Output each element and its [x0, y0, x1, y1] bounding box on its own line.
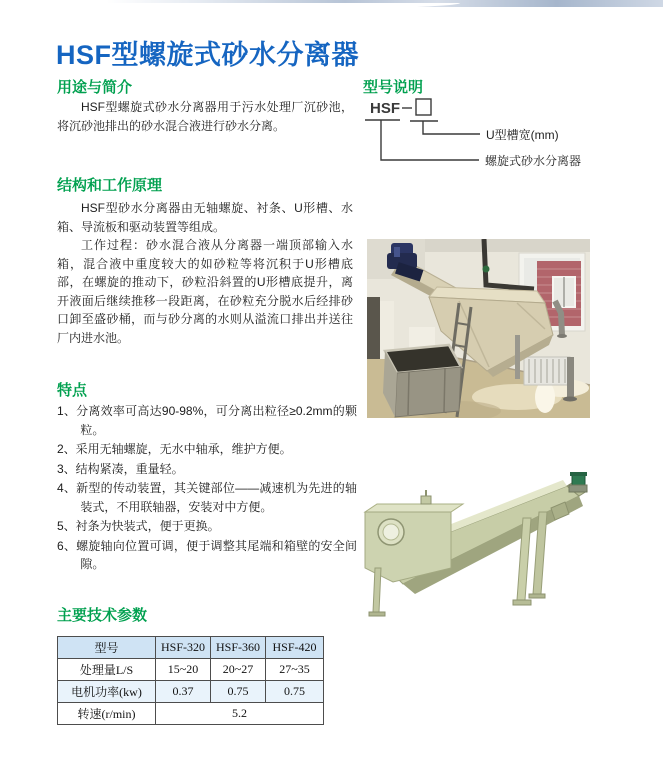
cell: 0.37: [156, 681, 211, 703]
table-header-cell: 型号: [58, 637, 156, 659]
render-motor: [569, 472, 587, 492]
usage-heading: 用途与简介: [57, 79, 133, 96]
structure-heading: 结构和工作原理: [57, 177, 163, 194]
table-row: [58, 659, 324, 681]
table-header-cell: HSF-420: [266, 637, 324, 659]
row-label: 转速(r/min): [58, 703, 156, 725]
page-title: HSF型螺旋式砂水分离器: [56, 40, 359, 70]
feature-item: 4、新型的传动装置，其关键部位——减速机为先进的轴装式，不用联轴器，安装对中方便。: [57, 481, 357, 514]
model-number-diagram: [362, 96, 612, 176]
feature-item: 2、采用无轴螺旋，无水中轴承，维护方便。: [57, 442, 292, 456]
photo-radiator: [524, 357, 570, 385]
model-box-label: U型槽宽(mm): [486, 128, 559, 142]
top-band-wave: [0, 3, 460, 9]
cell: 20~27: [211, 659, 266, 681]
model-heading: 型号说明: [363, 79, 424, 96]
feature-item: 1、分离效率可高达90-98%，可分离出粒径≥0.2mm的颗粒。: [57, 404, 357, 437]
top-decorative-band: [0, 0, 663, 7]
model-prefix: HSF: [370, 100, 400, 117]
specs-heading: 主要技术参数: [57, 607, 148, 624]
table-row: [58, 703, 324, 725]
features-heading: 特点: [57, 382, 88, 399]
cell: 15~20: [156, 659, 211, 681]
row-label: 处理量L/S: [58, 659, 156, 681]
cell: 0.75: [266, 681, 324, 703]
table-row: [58, 681, 324, 703]
feature-item: 3、结构紧凑，重量轻。: [57, 461, 184, 476]
specs-table: [57, 636, 324, 725]
structure-text-1: HSF型砂水分离器由无轴螺旋、衬条、U形槽、水箱、导流板和驱动装置等组成。: [57, 201, 353, 234]
product-render: [363, 472, 603, 622]
structure-paragraphs: [57, 199, 353, 347]
cell: 27~35: [266, 659, 324, 681]
usage-paragraph: [57, 98, 353, 135]
feature-item: 5、衬条为快装式，便于更换。: [57, 519, 220, 533]
photo-sand-hopper: [383, 345, 461, 417]
features-list: [57, 402, 357, 575]
photo-doorway: [367, 297, 380, 359]
feature-item: 6、螺旋轴向位置可调，便于调整其尾端和箱壁的安全间隙。: [57, 538, 357, 571]
table-header-cell: HSF-320: [156, 637, 211, 659]
cell: 5.2: [156, 703, 324, 725]
usage-text: HSF型螺旋式砂水分离器用于污水处理厂沉砂池，将沉砂池排出的砂水混合液进行砂水分离。: [57, 100, 353, 133]
structure-text-2: 工作过程：砂水混合液从分离器一端顶部输入水箱，混合液中重度较大的如砂粒等将沉积于U形槽底部，在螺旋的推动下，砂粒沿斜置的U形槽底提升，离开液面后继续推移一段距离，在砂粒充分脱水后经排砂口卸至盛砂桶，而与砂分离的水则从溢流口排出并送往厂内进水池。: [57, 238, 353, 345]
render-tank: [365, 490, 463, 616]
installation-photo: [367, 239, 590, 418]
photo-valve: [483, 266, 490, 273]
table-header-row: [58, 637, 324, 659]
row-label: 电机功率(kw): [58, 681, 156, 703]
table-header-cell: HSF-360: [211, 637, 266, 659]
cell: 0.75: [211, 681, 266, 703]
model-prefix-label: 螺旋式砂水分离器: [485, 154, 582, 168]
